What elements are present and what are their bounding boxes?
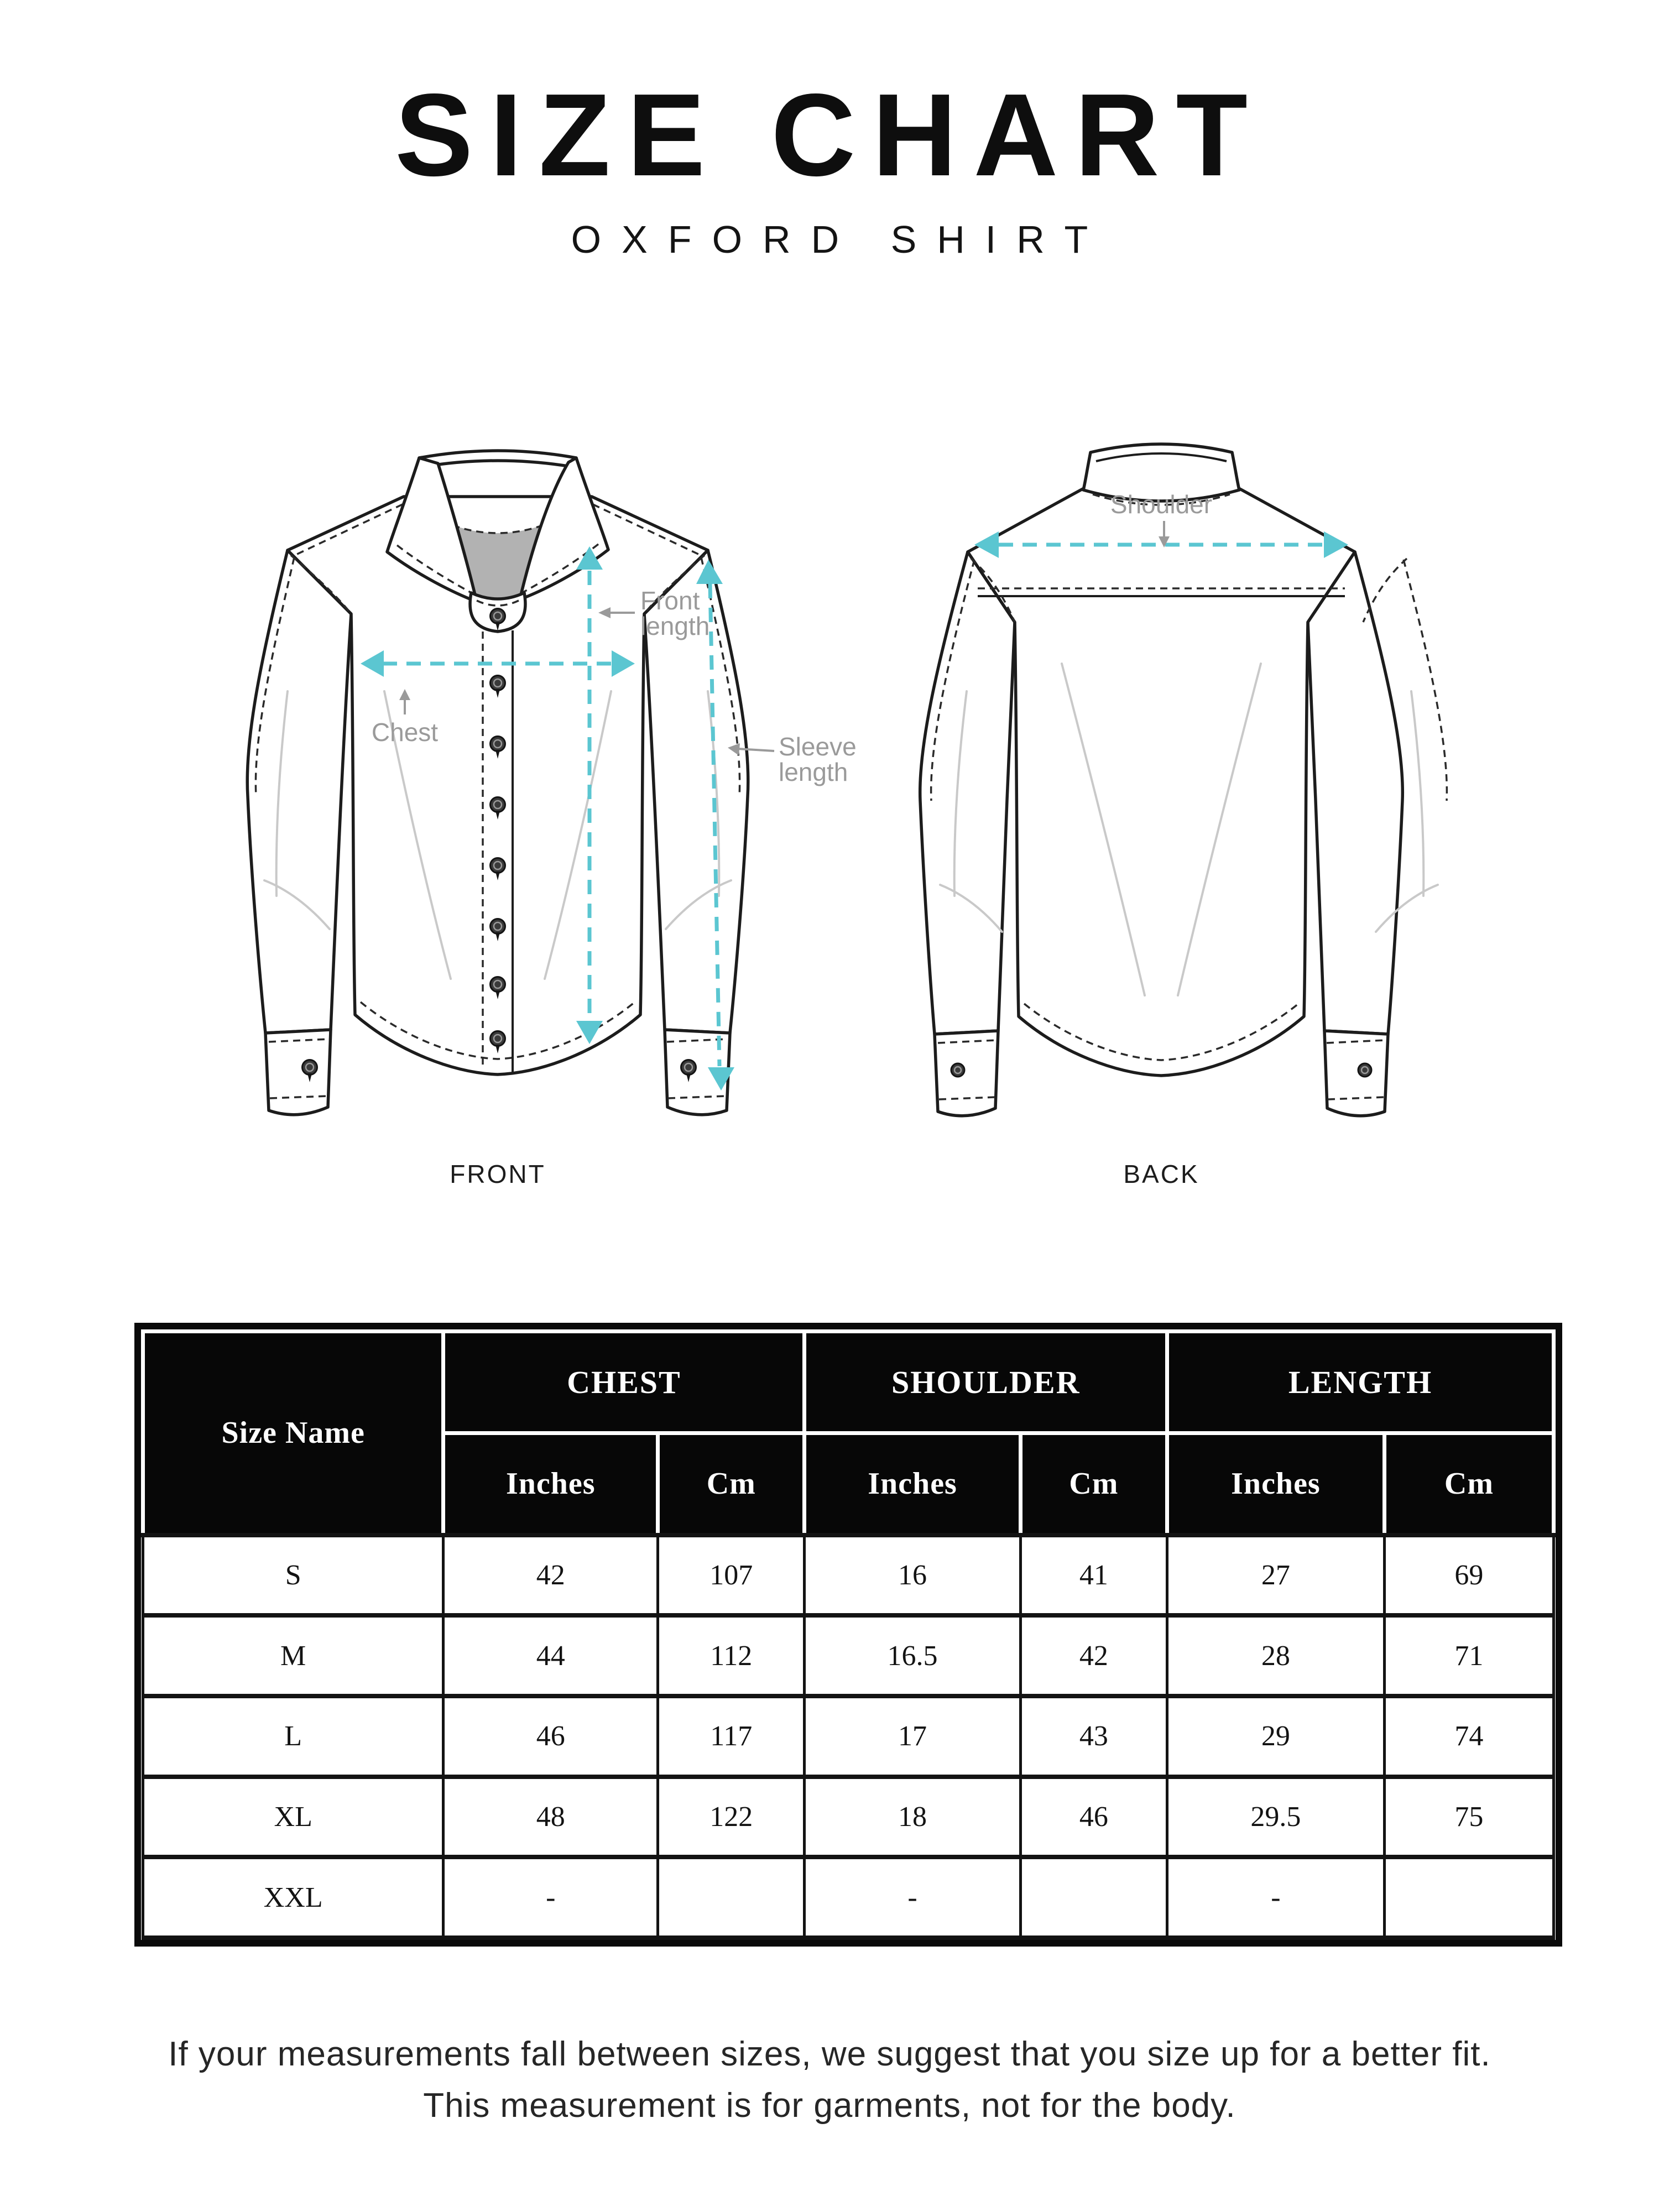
table-cell: 27 <box>1167 1535 1385 1616</box>
shoulder-label-text: Shoulder <box>1110 490 1213 519</box>
footer-note <box>0 2028 1659 2131</box>
table-cell: 18 <box>805 1777 1020 1858</box>
table-cell: 112 <box>658 1615 805 1696</box>
table-cell: 42 <box>444 1535 658 1616</box>
table-row-xl <box>143 1777 1554 1858</box>
table-cell: 69 <box>1384 1535 1553 1616</box>
size-name-cell: M <box>143 1615 444 1696</box>
table-cell: 122 <box>658 1777 805 1858</box>
table-cell: 44 <box>444 1615 658 1696</box>
table-row-xxl <box>143 1857 1554 1938</box>
front-length-label-text: Front <box>640 586 700 615</box>
table-cell: - <box>1167 1857 1385 1938</box>
table-cell <box>658 1857 805 1938</box>
table-cell: 46 <box>1020 1777 1167 1858</box>
unit-header-cell: Inches <box>444 1433 658 1535</box>
table-cell: 29.5 <box>1167 1777 1385 1858</box>
size-name-cell: S <box>143 1535 444 1616</box>
front-shirt-diagram <box>221 431 885 1206</box>
table-cell: 107 <box>658 1535 805 1616</box>
table-cell: 16.5 <box>805 1615 1020 1696</box>
table-row-m <box>143 1615 1554 1696</box>
page-title: SIZE CHART <box>395 69 1264 200</box>
table-row-l <box>143 1696 1554 1777</box>
table-cell: 46 <box>444 1696 658 1777</box>
chest-label-text: Chest <box>371 718 439 747</box>
table-row-s <box>143 1535 1554 1616</box>
group-header-row <box>143 1332 1554 1433</box>
back-body <box>968 489 1355 1076</box>
back-right-sleeve <box>1308 552 1402 1034</box>
table-cell: - <box>444 1857 658 1938</box>
unit-header-cell: Cm <box>658 1433 805 1535</box>
table-cell <box>1384 1857 1553 1938</box>
table-cell: 75 <box>1384 1777 1553 1858</box>
unit-header-cell: Cm <box>1020 1433 1167 1535</box>
back-caption: BACK <box>1123 1160 1199 1188</box>
size-table <box>141 1329 1556 1940</box>
table-cell: 48 <box>444 1777 658 1858</box>
front-length-label-text: length <box>640 612 710 640</box>
table-cell: 42 <box>1020 1615 1167 1696</box>
table-cell: - <box>805 1857 1020 1938</box>
table-cell <box>1020 1857 1167 1938</box>
size-name-cell: L <box>143 1696 444 1777</box>
back-right-cuff <box>1324 1031 1388 1116</box>
table-cell: 41 <box>1020 1535 1167 1616</box>
size-name-cell: XXL <box>143 1857 444 1938</box>
corner-header-cell: Size Name <box>143 1332 444 1535</box>
footer-note-line2: This measurement is for garments, not for the body. <box>423 2086 1236 2125</box>
table-cell: 29 <box>1167 1696 1385 1777</box>
front-left-sleeve <box>247 550 351 1033</box>
table-cell: 117 <box>658 1696 805 1777</box>
group-header-shoulder: SHOULDER <box>805 1332 1167 1433</box>
sleeve-length-label-text: Sleeve <box>779 732 857 761</box>
table-cell: 17 <box>805 1696 1020 1777</box>
table-cell: 71 <box>1384 1615 1553 1696</box>
size-name-cell: XL <box>143 1777 444 1858</box>
back-left-sleeve <box>920 552 1015 1034</box>
sleeve-length-label-text: length <box>779 758 848 786</box>
group-header-length: LENGTH <box>1167 1332 1554 1433</box>
front-caption: FRONT <box>450 1160 546 1188</box>
back-shirt-diagram <box>885 431 1493 1206</box>
page-subtitle: OXFORD SHIRT <box>571 218 1109 261</box>
group-header-chest: CHEST <box>444 1332 805 1433</box>
footer-note-line1: If your measurements fall between sizes, we suggest that you size up for a better fit. <box>168 2035 1491 2073</box>
table-cell: 74 <box>1384 1696 1553 1777</box>
table-cell: 28 <box>1167 1615 1385 1696</box>
table-cell: 43 <box>1020 1696 1167 1777</box>
unit-header-cell: Inches <box>805 1433 1020 1535</box>
front-shirt-outline <box>247 451 748 1115</box>
unit-header-cell: Inches <box>1167 1433 1385 1535</box>
unit-header-cell: Cm <box>1384 1433 1553 1535</box>
table-cell: 16 <box>805 1535 1020 1616</box>
size-table-container <box>134 1323 1562 1947</box>
